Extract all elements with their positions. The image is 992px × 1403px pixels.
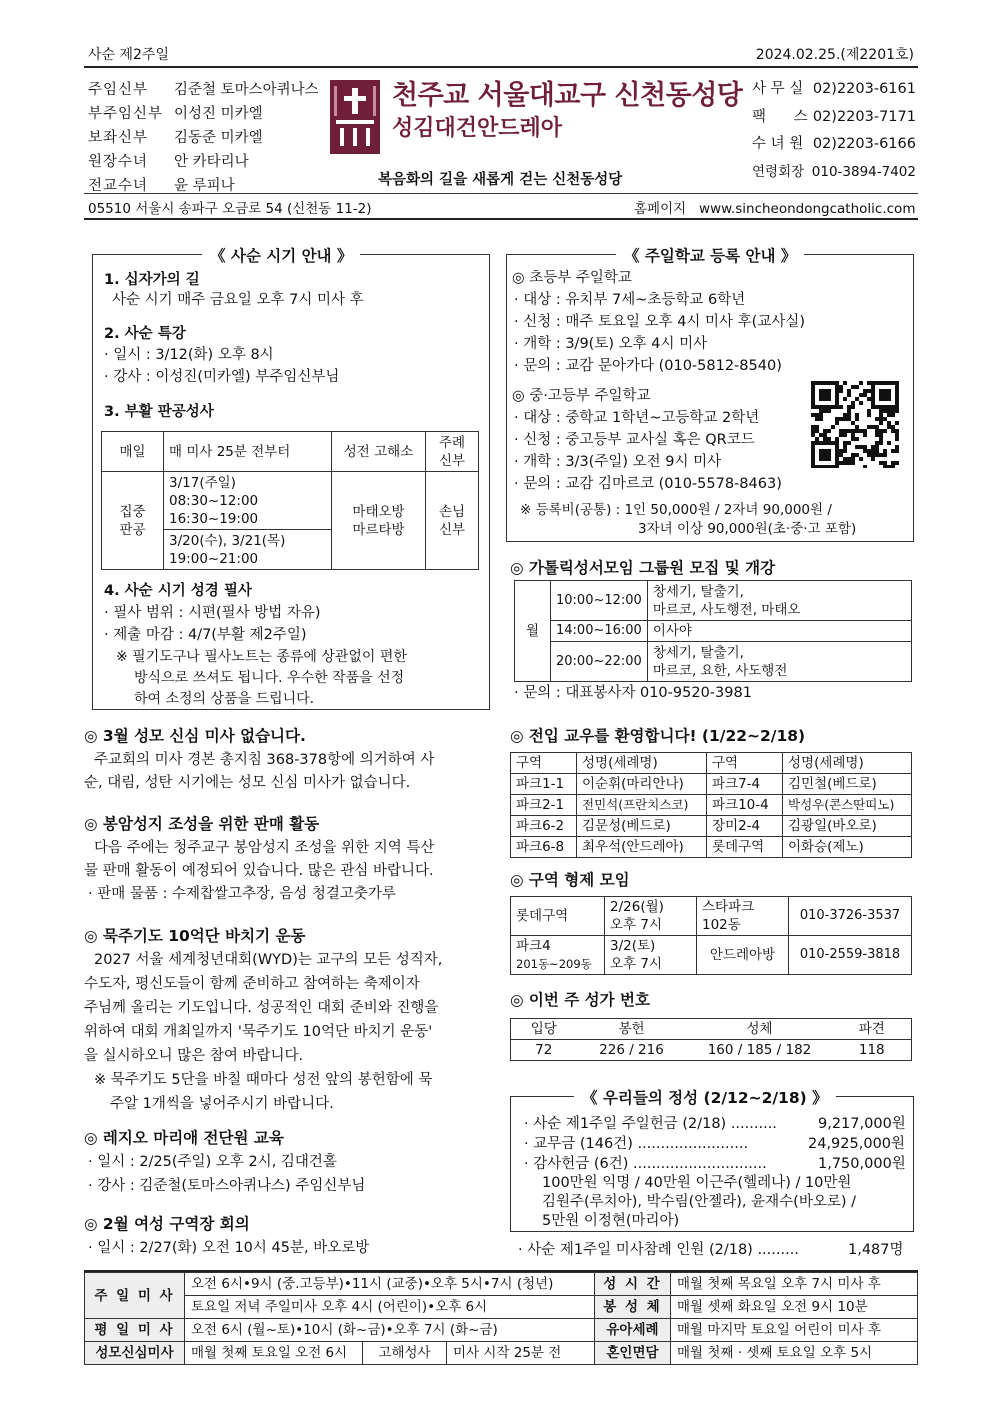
infant-baptism-text: 매월 마지막 토요일 어린이 미사 후: [670, 1319, 917, 1342]
table-cell: 10:00~12:00: [551, 581, 648, 621]
marian-mass-label: 성모신심미사: [85, 1342, 185, 1365]
table-header: 구역: [707, 753, 783, 774]
table-cell: 20:00~22:00: [551, 642, 648, 682]
legio-text: · 강사 : 김준철(토마스아퀴나스) 주임신부님: [88, 1178, 366, 1194]
staff-row: 주임신부 김준철 토마스아퀴나스: [88, 82, 319, 98]
season-label: 사순 제2주일: [88, 47, 169, 63]
hymn-label: 성체: [687, 1019, 833, 1040]
rosary-note: 주알 1개씩을 넣어주시기 바랍니다.: [110, 1096, 334, 1112]
sunday-school-title: 《 주일학교 등록 안내 》: [616, 244, 804, 266]
table-cell: 손님 신부: [426, 472, 479, 570]
hymn-number: 118: [833, 1040, 912, 1061]
fee-note: ※ 등록비(공통) : 1인 50,000원 / 2자녀 90,000원 /: [520, 502, 832, 518]
marian-mass-heading: ◎ 3월 성모 신심 미사 없습니다.: [84, 727, 306, 745]
staff-row: 전교수녀 윤 루피나: [88, 178, 235, 194]
marian-mass-text: 주교회의 미사 경본 총지침 368-378항에 의거하여 사: [94, 752, 435, 768]
weekday-mass-times: 오전 6시 (월~토)•10시 (화~금)•오후 7시 (화~금): [185, 1319, 595, 1342]
communion-text: 매월 셋째 화요일 오전 9시 10분: [670, 1296, 917, 1319]
table-cell: 창세기, 탈출기, 마르코, 사도행전, 마태오: [647, 581, 911, 621]
staff-row: 부주임신부 이성진 미카엘: [88, 106, 263, 122]
header-divider: [84, 66, 918, 68]
hymn-label: 봉헌: [577, 1019, 687, 1040]
holy-hour-label: 성 시 간: [594, 1273, 670, 1296]
staff-row: 원장수녀 안 카타리나: [88, 154, 249, 170]
welcome-table: [510, 752, 912, 858]
sunday-mass-times: 오전 6시•9시 (중.고등부)•11시 (교중)•오후 5시•7시 (청년): [185, 1273, 595, 1296]
marian-mass-text: 순, 대림, 성탄 시기에는 성모 신심 미사가 없습니다.: [84, 775, 411, 791]
hymn-number: 160 / 185 / 182: [687, 1040, 833, 1061]
offering-line: · 감사헌금 (6건) .............................: [524, 1156, 767, 1172]
marriage-text: 매월 첫째 · 셋째 토요일 오후 5시: [670, 1342, 917, 1365]
table-cell: 3/17(주일) 08:30~12:00 16:30~19:00: [164, 472, 332, 530]
marriage-label: 혼인면담: [594, 1342, 670, 1365]
women-meeting-heading: ◎ 2월 여성 구역장 회의: [84, 1215, 250, 1233]
legio-text: · 일시 : 2/25(주일) 오후 2시, 김대건홀: [88, 1154, 337, 1170]
offering-amount: 24,925,000원: [808, 1136, 906, 1152]
contact-row: 연령회장 010-3894-7402: [752, 163, 916, 180]
hymn-label: 파견: [833, 1019, 912, 1040]
homepage-link[interactable]: 홈페이지 www.sincheondongcatholic.com: [634, 201, 916, 217]
staff-list: [88, 78, 328, 198]
church-name: 천주교 서울대교구 신천동성당: [392, 80, 743, 111]
staff-row: 보좌신부 김동준 미카엘: [88, 130, 263, 146]
attendance-line: · 사순 제1주일 미사참례 인원 (2/18) .........: [518, 1242, 799, 1258]
zone-table: [510, 896, 912, 975]
contact-row: 사 무 실 02)2203-6161: [752, 81, 916, 97]
offering-line: · 교무금 (146건) ........................: [524, 1136, 749, 1152]
middle-high-line: · 대상 : 중학교 1학년~고등학교 2학년: [514, 410, 760, 426]
address-divider-bottom: [84, 218, 918, 220]
table-row: 파크1-1 이순휘(마리안나) 파크7-4 김민철(베드로): [511, 774, 912, 795]
offering-amount: 9,217,000원: [818, 1116, 906, 1132]
offering-detail: 김원주(루치아), 박수림(안젤라), 윤재수(바오로) /: [542, 1194, 856, 1210]
hymn-number: 72: [511, 1040, 577, 1061]
lent-title: 《 사순 시기 안내 》: [202, 244, 360, 266]
communion-label: 봉 성 체: [594, 1296, 670, 1319]
table-header: 성명(세례명): [577, 753, 707, 774]
bongam-text: 다음 주에는 청주교구 봉암성지 조성을 위한 지역 특산: [94, 840, 435, 856]
sunday-mass-label: 주 일 미 사: [85, 1273, 185, 1319]
slogan: 복음화의 길을 새롭게 걷는 신천동성당: [378, 172, 623, 188]
table-header: 매일: [102, 432, 164, 472]
mass-schedule-table: [84, 1272, 918, 1365]
lent-s2-title: 2. 사순 특강: [104, 326, 186, 342]
table-row: 파크2-1 전민석(프란치스코) 파크10-4 박성우(콘스딴띠노): [511, 795, 912, 816]
bible-contact: · 문의 : 대표봉사자 010-9520-3981: [514, 685, 752, 701]
rosary-text: 주님께 올리는 기도입니다. 성공적인 대회 준비와 진행을: [84, 1000, 439, 1016]
hymns-table: [510, 1018, 912, 1061]
table-cell: 14:00~16:00: [551, 621, 648, 642]
elementary-heading: ◎ 초등부 주일학교: [512, 270, 632, 286]
table-row: 파크6-2 김문성(베드로) 장미2-4 김광일(바오로): [511, 816, 912, 837]
rosary-note: ※ 묵주기도 5단을 바칠 때마다 성전 앞의 봉헌함에 묵: [94, 1072, 433, 1088]
table-header: 구역: [511, 753, 577, 774]
table-row: 파크4 201동~209동 3/2(토) 오후 7시 안드레아방 010-2559-3818: [511, 936, 912, 975]
elementary-line: · 개학 : 3/9(토) 오후 4시 미사: [514, 336, 708, 352]
table-header: 주례 신부: [426, 432, 479, 472]
elementary-line: · 신청 : 매주 토요일 오후 4시 미사 후(교사실): [514, 314, 806, 330]
table-header: 성명(세례명): [783, 753, 912, 774]
table-cell: 창세기, 탈출기, 마르코, 요한, 사도행전: [647, 642, 911, 682]
elementary-line: · 문의 : 교감 문아가다 (010-5812-8540): [514, 358, 782, 374]
lent-s1-title: 1. 십자가의 길: [104, 272, 200, 288]
lent-s2-line: · 강사 : 이성진(미카엘) 부주임신부님: [104, 369, 340, 385]
middle-high-line: · 문의 : 교감 김마르코 (010-5578-8463): [514, 476, 782, 492]
issue-label: 2024.02.25.(제2201호): [755, 47, 914, 63]
lent-s4-note: ※ 필기도구나 필사노트는 종류에 상관없이 편한: [116, 649, 407, 665]
middle-high-heading: ◎ 중·고등부 주일학교: [512, 388, 651, 404]
rosary-text: 을 실시하오니 많은 참여 바랍니다.: [84, 1048, 304, 1064]
lent-s4-note: 방식으로 쓰셔도 됩니다. 우수한 작품을 선정: [134, 670, 405, 686]
table-cell: 마태오방 마르타방: [332, 472, 426, 570]
qr-code-icon[interactable]: [810, 380, 900, 468]
holy-hour-text: 매월 첫째 목요일 오후 7시 미사 후: [670, 1273, 917, 1296]
church-logo-icon: [330, 80, 380, 154]
saturday-mass-times: 토요일 저녁 주일미사 오후 4시 (어린이)•오후 6시: [185, 1296, 595, 1319]
contact-list: [752, 76, 916, 186]
contact-row: 팩 스 02)2203-7171: [752, 108, 916, 125]
hymn-label: 입당: [511, 1019, 577, 1040]
women-meeting-text: · 일시 : 2/27(화) 오전 10시 45분, 바오로방: [88, 1240, 370, 1256]
header-topline: [88, 44, 914, 64]
rosary-heading: ◎ 묵주기도 10억단 바치기 운동: [84, 927, 306, 945]
lent-s1-text: 사순 시기 매주 금요일 오후 7시 미사 후: [112, 292, 364, 308]
rosary-text: 수도자, 평신도들이 함께 준비하고 참여하는 축제이자: [84, 976, 420, 992]
hymn-number: 226 / 216: [577, 1040, 687, 1061]
table-header: 매 미사 25분 전부터: [164, 432, 332, 472]
church-patron: 성김대건안드레아: [392, 116, 563, 141]
weekday-mass-label: 평 일 미 사: [85, 1319, 185, 1342]
offering-detail: 5만원 이정현(마리아): [542, 1213, 680, 1229]
legio-heading: ◎ 레지오 마리애 전단원 교육: [84, 1129, 284, 1147]
middle-high-line: · 개학 : 3/3(주일) 오전 9시 미사: [514, 454, 722, 470]
table-cell: 집중 판공: [102, 472, 164, 570]
attendance-count: 1,487명: [848, 1242, 904, 1258]
elementary-line: · 대상 : 유치부 7세~초등학교 6학년: [514, 292, 746, 308]
offering-line: · 사순 제1주일 주일헌금 (2/18) ..........: [524, 1116, 777, 1132]
lent-s2-line: · 일시 : 3/12(화) 오후 8시: [104, 347, 274, 363]
address-divider-top: [84, 193, 918, 194]
lent-s4-note: 하여 소정의 상품을 드립니다.: [134, 691, 315, 707]
bongam-text: 물 판매 활동이 예정되어 있습니다. 많은 관심 바랍니다.: [84, 863, 434, 879]
rosary-text: 위하여 대회 개최일까지 '묵주기도 10억단 바치기 운동': [84, 1024, 433, 1040]
table-cell: 월: [515, 581, 551, 682]
bongam-heading: ◎ 봉암성지 조성을 위한 판매 활동: [84, 815, 320, 833]
rosary-text: 2027 서울 세계청년대회(WYD)는 교구의 모든 성직자,: [94, 952, 443, 968]
bongam-text: · 판매 물품 : 수제찹쌀고추장, 음성 청결고춧가루: [88, 886, 396, 902]
welcome-heading: ◎ 전입 교우를 환영합니다! (1/22~2/18): [510, 727, 806, 745]
fee-note: 3자녀 이상 90,000원(초·중·고 포함): [638, 521, 857, 537]
bible-heading: ◎ 가톨릭성서모임 그룹원 모집 및 개강: [510, 559, 776, 577]
infant-baptism-label: 유아세례: [594, 1319, 670, 1342]
hymns-heading: ◎ 이번 주 성가 번호: [510, 991, 650, 1009]
lent-s4-line: · 제출 마감 : 4/7(부활 제2주일): [104, 627, 307, 643]
table-cell: 이사야: [647, 621, 911, 642]
table-row: 롯데구역 2/26(월) 오후 7시 스타파크 102동 010-3726-3537: [511, 897, 912, 936]
lent-s3-title: 3. 부활 판공성사: [104, 404, 214, 420]
marian-mass-time: 매월 첫째 토요일 오전 6시: [185, 1342, 363, 1365]
table-header: 성전 고해소: [332, 432, 426, 472]
middle-high-line: · 신청 : 중고등부 교사실 혹은 QR코드: [514, 432, 755, 448]
offering-amount: 1,750,000원: [818, 1156, 906, 1172]
offering-detail: 100만원 익명 / 40만원 이근주(헬레나) / 10만원: [542, 1175, 852, 1191]
address: 05510 서울시 송파구 오금로 54 (신천동 11-2): [88, 201, 372, 217]
confession-table: [101, 431, 479, 570]
lent-s4-line: · 필사 범위 : 시편(필사 방법 자유): [104, 605, 321, 621]
confession-label: 고해성사: [363, 1342, 447, 1365]
bible-table: [514, 580, 912, 682]
confession-time: 미사 시작 25분 전: [447, 1342, 595, 1365]
offering-title: 《 우리들의 정성 (2/12~2/18) 》: [574, 1086, 836, 1108]
zone-heading: ◎ 구역 형제 모임: [510, 871, 630, 889]
contact-row: 수 녀 원 02)2203-6166: [752, 136, 916, 152]
table-row: 파크6-8 최우석(안드레아) 롯데구역 이화승(제노): [511, 837, 912, 858]
lent-s4-title: 4. 사순 시기 성경 필사: [104, 583, 252, 599]
table-cell: 3/20(수), 3/21(목) 19:00~21:00: [164, 530, 332, 570]
